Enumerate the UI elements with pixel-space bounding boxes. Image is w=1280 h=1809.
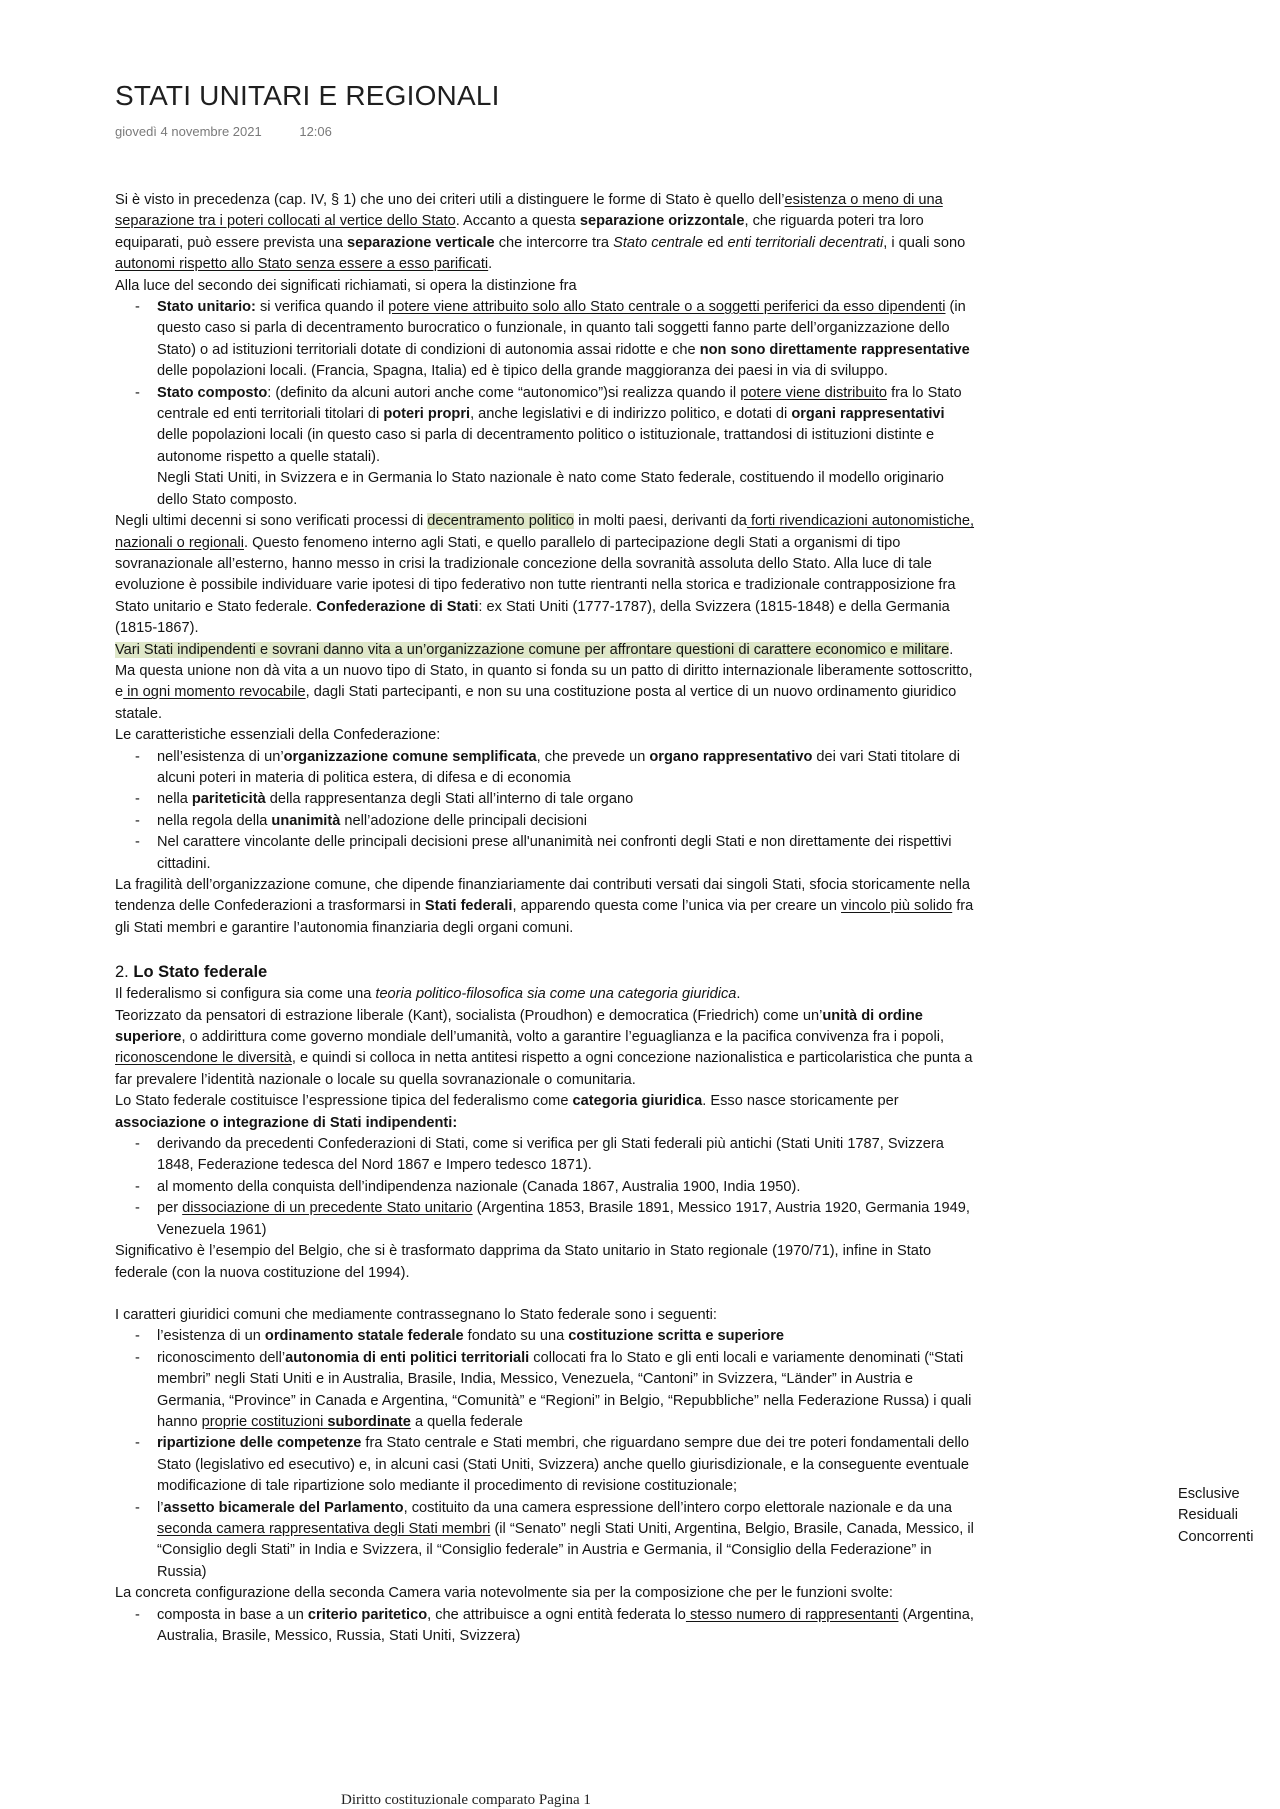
list-item: - Stato composto: (definito da alcuni autori anche come “autonomico”)si realizza quando il potere viene distribuito fra lo Stato centrale ed enti territoriali titolari di poteri propri, anche legislativi e di indirizzo politico, e dotati di organi rappresentativi delle popolazioni locali (in questo caso si parla di decentramento politico o istituzionale, trattandosi di istituzioni distinte e autonome rispetto a quelle statali). Negli Stati Uniti, in Svizzera e in Germania lo Stato nazionale è nato come Stato federale, costituendo il modello originario dello Stato composto. [157,383,977,511]
paragraph-features-intro: Le caratteristiche essenziali della Confederazione: [115,727,441,744]
list-item: - derivando da precedenti Confederazioni di Stati, come si verifica per gli Stati federali più antichi (Stati Uniti 1787, Svizzera 1848, Federazione tedesca del Nord 1867 e Impero tedesco 1871). [157,1134,977,1177]
side-note [1178,1484,1253,1548]
federal-origins-list [115,1134,977,1241]
list-item: - nell’esistenza di un’organizzazione comune semplificata, che prevede un organo rappresentativo dei vari Stati titolare di alcuni poteri in materia di politica estera, di difesa e di economia [157,747,977,790]
page-title: STATI UNITARI E REGIONALI [115,80,500,111]
list-item: - nella regola della unanimità nell’adozione delle principali decisioni [157,811,977,832]
side-note-line: Concorrenti [1178,1528,1254,1545]
paragraph-confederation: Vari Stati indipendenti e sovrani danno vita a un’organizzazione comune per affrontare questioni di carattere economico e militare. Ma questa unione non dà vita a un nuovo tipo di Stato, in quanto si fonda su un patto di diritto internazionale liberamente sottoscritto, e in ogni momento revocabile, dagli Stati partecipanti, e non su una costituzione posta al vertice di un nuovo ordinamento giuridico statale. [115,641,973,722]
list-item: - Nel carattere vincolante delle principali decisioni prese all'unanimità nei confronti degli Stati e non direttamente dei rispettivi cittadini. [157,832,977,875]
paragraph-belgium: Significativo è l’esempio del Belgio, che si è trasformato dapprima da Stato unitario in Stato regionale (1970/71), infine in Stato federale (con la nuova costituzione del 1994). [115,1243,932,1281]
page-date: giovedì 4 novembre 2021 [115,124,262,139]
paragraph-federal-state: Lo Stato federale costituisce l’espressione tipica del federalismo come categoria giuridica. Esso nasce storicamente per associazione o integrazione di Stati indipendenti: [115,1093,899,1131]
state-types-list [115,297,977,511]
list-item: - riconoscimento dell’autonomia di enti politici territoriali collocati fra lo Stato e gli enti locali e variamente denominati (“Stati membri” negli Stati Uniti e in Australia, Brasile, India, Messico, Venezuela, “Cantoni” in Svizzera, “Länder” in Austria e Germania, “Province” in Canada e Argentina, “Comunità” e “Regioni” in Belgio, “Repubbliche” nella Federazione Russa) i quali hanno proprie costituzioni subordinate a quella federale [157,1348,977,1434]
paragraph-characters: I caratteri giuridici comuni che mediamente contrassegnano lo Stato federale sono i seguenti: [115,1306,717,1323]
paragraph-intro: Si è visto in precedenza (cap. IV, § 1) che uno dei criteri utili a distinguere le forme di Stato è quello dell’esistenza o meno di una separazione tra i poteri collocati al vertice dello Stato. Accanto a questa separazione orizzontale, che riguarda poteri tra loro equiparati, può essere prevista una separazione verticale che intercorre tra Stato centrale ed enti territoriali decentrati, i quali sono autonomi rispetto allo Stato senza essere a esso parificati. [115,192,966,273]
list-item: - nella pariteticità della rappresentanza degli Stati all’interno di tale organo [157,789,977,810]
list-item: - composta in base a un criterio paritetico, che attribuisce a ogni entità federata lo stesso numero di rappresentanti (Argentina, Australia, Brasile, Messico, Russia, Stati Uniti, Svizzera) [157,1605,977,1648]
list-item: - l’assetto bicamerale del Parlamento, costituito da una camera espressione dell’intero corpo elettorale nazionale e da una seconda camera rappresentativa degli Stati membri (il “Senato” negli Stati Uniti, Argentina, Belgio, Brasile, Canada, Messico, il “Consiglio degli Stati” in India e Svizzera, il “Consiglio federale” in Austria e Germania, il “Consiglio della Federazione” in Russia) [157,1498,977,1584]
note-body [115,190,977,1647]
list-item: - Stato unitario: si verifica quando il potere viene attribuito solo allo Stato centrale o a soggetti periferici da esso dipendenti (in questo caso si parla di decentramento burocratico o funzionale, in quanto tali soggetti fanno parte dell’organizzazione dello Stato) o ad istituzioni territoriali dotate di condizioni di autonomia assai ridotte e che non sono direttamente rappresentative delle popolazioni locali. (Francia, Spagna, Italia) ed è tipico della grande maggioranza dei paesi in via di sviluppo. [157,297,977,383]
page-footer: Diritto costituzionale comparato Pagina 1 [341,1792,591,1808]
section-heading: 2. Lo Stato federale [115,963,268,982]
federal-characters-list [115,1326,977,1583]
second-chamber-list [115,1605,977,1648]
paragraph-second-chamber: La concreta configurazione della seconda Camera varia notevolmente sia per la composizione che per le funzioni svolte: [115,1585,893,1602]
paragraph-distinction: Alla luce del secondo dei significati richiamati, si opera la distinzione fra [115,277,577,294]
paragraph-fragility: La fragilità dell’organizzazione comune, che dipende finanziariamente dai contributi versati dai singoli Stati, sfocia storicamente nella tendenza delle Confederazioni a trasformarsi in Stati federali, apparendo questa come l’unica via per creare un vincolo più solido fra gli Stati membri e garantire l’autonomia finanziaria degli organi comuni. [115,877,974,936]
list-item: - al momento della conquista dell’indipendenza nazionale (Canada 1867, Australia 1900, India 1950). [157,1177,977,1198]
paragraph-decentralization: Negli ultimi decenni si sono verificati processi di decentramento politico in molti paesi, derivanti da forti rivendicazioni autonomistiche, nazionali o regionali. Questo fenomeno interno agli Stati, e quello parallelo di partecipazione degli Stati a organismi di tipo sovranazionale all’esterno, hanno messo in crisi la tradizionale concezione della sovranità assoluta dello Stato. Alla luce di tale evoluzione è possibile individuare varie ipotesi di tipo federativo non tutte rientranti nella storica e tradizionale contrapposizione fra Stato unitario e Stato federale. Confederazione di Stati: ex Stati Uniti (1777-1787), della Svizzera (1815-1848) e della Germania (1815-1867). [115,513,975,637]
list-item: - per dissociazione di un precedente Stato unitario (Argentina 1853, Brasile 1891, Messico 1917, Austria 1920, Germania 1949, Venezuela 1961) [157,1198,977,1241]
list-item: - ripartizione delle competenze fra Stato centrale e Stati membri, che riguardano sempre due dei tre poteri fondamentali dello Stato (legislativo ed esecutivo) e, in alcuni casi (Stati Uniti, Svizzera) anche quello giurisdizionale, e la conseguente eventuale modificazione di tale ripartizione solo mediante il procedimento di revisione costituzionale; [157,1433,977,1497]
paragraph-theorists: Teorizzato da pensatori di estrazione liberale (Kant), socialista (Proudhon) e democratica (Friedrich) come un’unità di ordine superiore, o addirittura come governo mondiale dell’umanità, volto a garantire l’eguaglianza e la pacifica convivenza fra i popoli, riconoscendone le diversità, e quindi si colloca in netta antitesi rispetto a ogni concezione nazionalistica e particolaristica che punta a far prevalere l’identità nazionale o locale su quella sovranazionale o comunitaria. [115,1007,973,1088]
paragraph-federalism: Il federalismo si configura sia come una teoria politico-filosofica sia come una categoria giuridica. [115,986,741,1003]
page-meta [115,124,332,139]
list-item: - l’esistenza di un ordinamento statale federale fondato su una costituzione scritta e superiore [157,1326,977,1347]
page-time: 12:06 [299,124,332,139]
side-note-line: Esclusive [1178,1486,1240,1502]
confederation-features-list [115,747,977,875]
side-note-line: Residuali [1178,1507,1239,1524]
